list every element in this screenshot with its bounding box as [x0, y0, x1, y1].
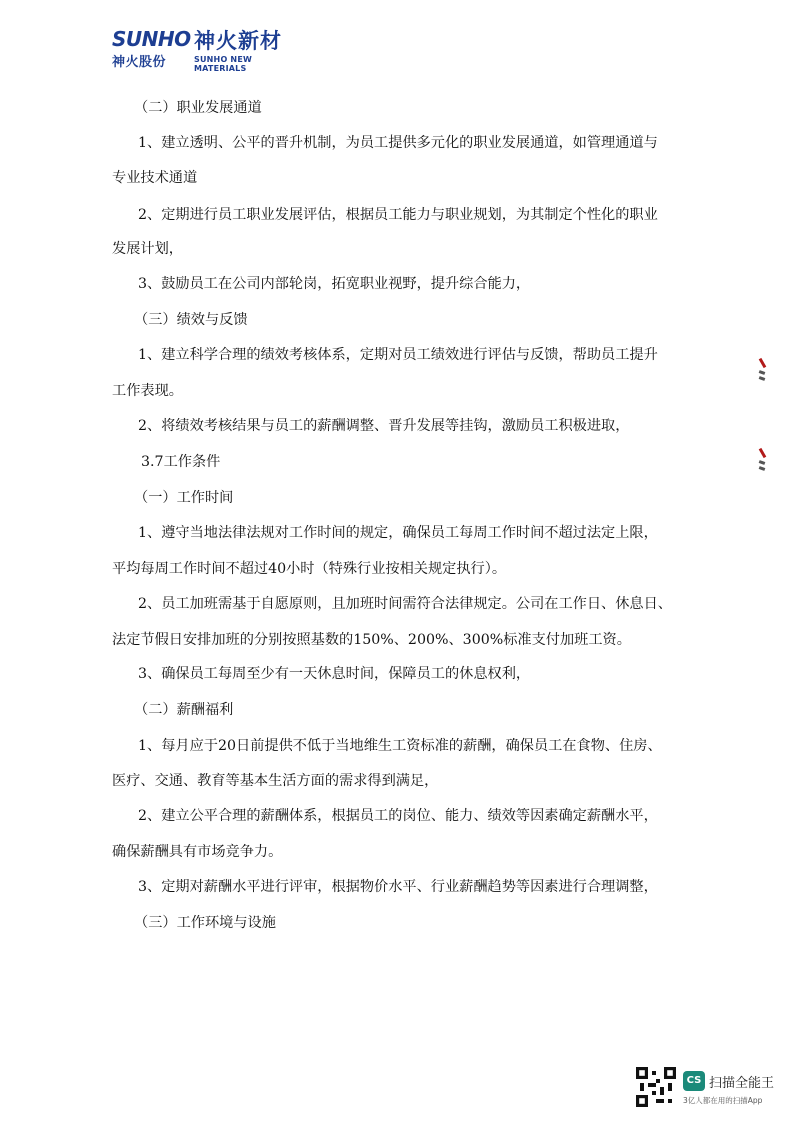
paragraph-line: 平均每周工作时间不超过40小时（特殊行业按相关规定执行）。	[112, 561, 507, 577]
paragraph-line: 3、定期对薪酬水平进行评审，根据物价水平、行业薪酬趋势等因素进行合理调整，	[138, 879, 658, 895]
section-heading: （三）工作环境与设施	[134, 915, 276, 931]
seal-edge-mark	[757, 356, 767, 396]
paragraph-line: 工作表现。	[112, 383, 183, 399]
scanner-watermark	[636, 1067, 786, 1109]
company-logo	[112, 24, 302, 72]
paragraph-line: 2、将绩效考核结果与员工的薪酬调整、晋升发展等挂钩，激励员工积极进取，	[138, 418, 630, 434]
paragraph-line: 发展计划，	[112, 241, 183, 257]
section-heading: （一）工作时间	[134, 490, 234, 506]
logo-brand-en: SUNHO	[112, 27, 191, 51]
paragraph-line: 1、建立科学合理的绩效考核体系，定期对员工绩效进行评估与反馈，帮助员工提升	[138, 347, 658, 363]
paragraph-line: 1、每月应于20日前提供不低于当地维生工资标准的薪酬，确保员工在食物、住房、	[138, 738, 662, 754]
paragraph-line: 3、鼓励员工在公司内部轮岗，拓宽职业视野，提升综合能力，	[138, 276, 531, 292]
section-heading: （二）薪酬福利	[134, 702, 234, 718]
camscanner-logo-icon: CS	[683, 1071, 705, 1091]
section-heading: （三）绩效与反馈	[134, 312, 248, 328]
logo-brand-en-sub: SUNHO NEW MATERIALS	[194, 55, 253, 73]
paragraph-line: 法定节假日安排加班的分别按照基数的150%、200%、300%标准支付加班工资。	[112, 632, 631, 648]
app-tagline: 3亿人都在用的扫描App	[683, 1096, 763, 1105]
paragraph-line: 医疗、交通、教育等基本生活方面的需求得到满足，	[112, 773, 439, 789]
section-heading: （二）职业发展通道	[134, 100, 262, 116]
qr-code-icon	[636, 1067, 676, 1107]
paragraph-line: 确保薪酬具有市场竞争力。	[112, 844, 283, 860]
paragraph-line: 3、确保员工每周至少有一天休息时间，保障员工的休息权利，	[138, 666, 531, 682]
paragraph-line: 2、员工加班需基于自愿原则，且加班时间需符合法律规定。公司在工作日、休息日、	[138, 596, 672, 612]
paragraph-line: 1、建立透明、公平的晋升机制，为员工提供多元化的职业发展通道，如管理通道与	[138, 135, 658, 151]
paragraph-line: 2、建立公平合理的薪酬体系，根据员工的岗位、能力、绩效等因素确定薪酬水平，	[138, 808, 658, 824]
paragraph-line: 2、定期进行员工职业发展评估，根据员工能力与职业规划，为其制定个性化的职业	[138, 207, 658, 223]
section-heading: 3.7工作条件	[141, 454, 221, 470]
seal-edge-mark	[757, 446, 767, 486]
logo-brand-cn: 神火新材	[194, 29, 282, 53]
app-name: 扫描全能王	[709, 1076, 775, 1091]
paragraph-line: 专业技术通道	[112, 170, 198, 186]
logo-brand-cn-sub: 神火股份	[112, 55, 167, 70]
paragraph-line: 1、遵守当地法律法规对工作时间的规定，确保员工每周工作时间不超过法定上限，	[138, 525, 658, 541]
